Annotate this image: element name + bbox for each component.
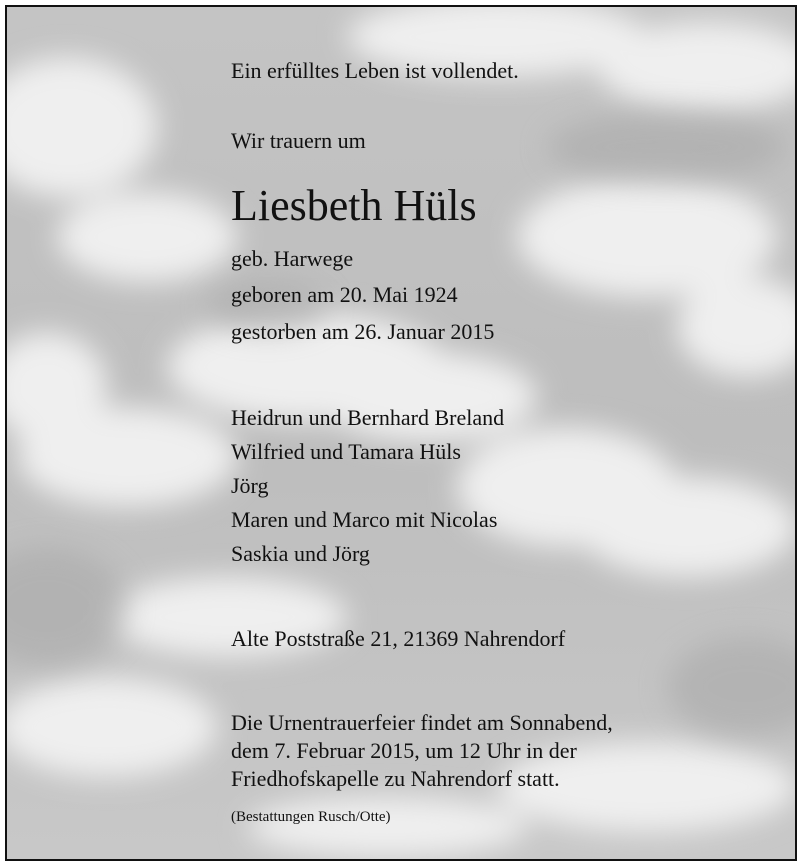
obituary-notice: [5, 5, 797, 861]
mourning-line: Wir trauern um: [231, 128, 366, 153]
maiden-name: geb. Harwege: [231, 246, 354, 271]
family-member: Wilfried und Tamara Hüls: [231, 439, 461, 464]
intro-line: Ein erfülltes Leben ist vollendet.: [231, 58, 519, 83]
notice-text: [7, 7, 795, 859]
ceremony-line: dem 7. Februar 2015, um 12 Uhr in der: [231, 738, 577, 763]
death-date: gestorben am 26. Januar 2015: [231, 319, 495, 344]
family-member: Jörg: [231, 473, 269, 498]
mourning-address: Alte Poststraße 21, 21369 Nahrendorf: [231, 626, 566, 651]
undertaker-credit: (Bestattungen Rusch/Otte): [231, 809, 391, 825]
birth-date: geboren am 20. Mai 1924: [231, 282, 458, 307]
deceased-name: Liesbeth Hüls: [231, 181, 477, 230]
ceremony-line: Die Urnentrauerfeier findet am Sonnabend,: [231, 710, 613, 735]
family-member: Maren und Marco mit Nicolas: [231, 507, 498, 532]
family-member: Saskia und Jörg: [231, 541, 370, 566]
family-member: Heidrun und Bernhard Breland: [231, 405, 505, 430]
ceremony-line: Friedhofskapelle zu Nahrendorf statt.: [231, 766, 560, 791]
